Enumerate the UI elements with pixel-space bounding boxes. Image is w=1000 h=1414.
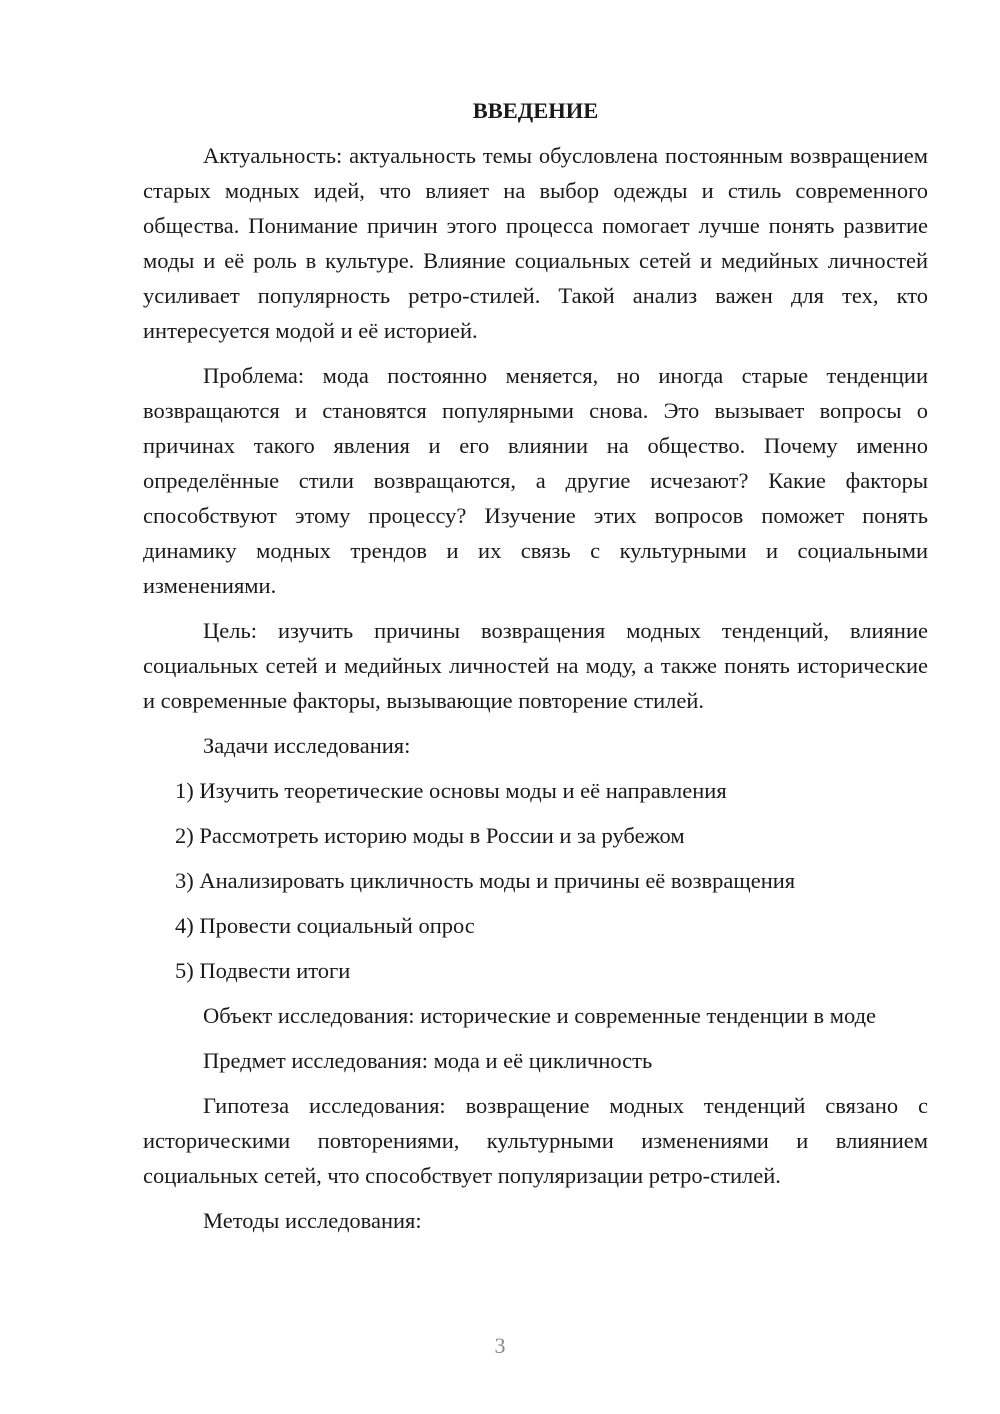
object-paragraph: Объект исследования: исторические и современные тенденции в моде xyxy=(203,1003,877,1028)
page-title: ВВЕДЕНИЕ xyxy=(472,98,599,123)
methods-heading: Методы исследования: xyxy=(203,1208,422,1233)
hypothesis-paragraph: Гипотеза исследования: возвращение модных тенденций связано с историческими повторениями, культурными изменениями и влиянием социальных сетей, что способствует популяризации ретро-стилей. xyxy=(143,1093,928,1188)
list-item: 4) Провести социальный опрос xyxy=(175,913,475,938)
subject-paragraph: Предмет исследования: мода и её цикличность xyxy=(203,1048,653,1073)
list-item: 5) Подвести итоги xyxy=(175,958,351,983)
page-number: 3 xyxy=(494,1333,506,1358)
relevance-paragraph: Актуальность: актуальность темы обусловлена постоянным возвращением старых модных идей, что влияет на выбор одежды и стиль современного общества. Понимание причин этого процесса помогает лучше понять развитие моды и её роль в культуре. Влияние социальных сетей и медийных личностей усиливает популярность ретро-стилей. Такой анализ важен для тех, кто интересуется модой и её историей. xyxy=(143,143,928,343)
problem-paragraph: Проблема: мода постоянно меняется, но иногда старые тенденции возвращаются и становятся популярными снова. Это вызывает вопросы о причинах такого явления и его влиянии на общество. Почему именно определённые стили возвращаются, а другие исчезают? Какие факторы способствуют этому процессу? Изучение этих вопросов поможет понять динамику модных трендов и их связь с культурными и социальными изменениями. xyxy=(143,363,928,598)
tasks-heading: Задачи исследования: xyxy=(203,733,411,758)
goal-paragraph: Цель: изучить причины возвращения модных тенденций, влияние социальных сетей и медийных личностей на моду, а также понять исторические и современные факторы, вызывающие повторение стилей. xyxy=(143,618,928,713)
list-item: 3) Анализировать цикличность моды и причины её возвращения xyxy=(175,868,796,893)
list-item: 2) Рассмотреть историю моды в России и за рубежом xyxy=(175,823,685,848)
document-page xyxy=(143,94,928,1248)
list-item: 1) Изучить теоретические основы моды и её направления xyxy=(175,778,727,803)
tasks-list xyxy=(143,773,928,988)
